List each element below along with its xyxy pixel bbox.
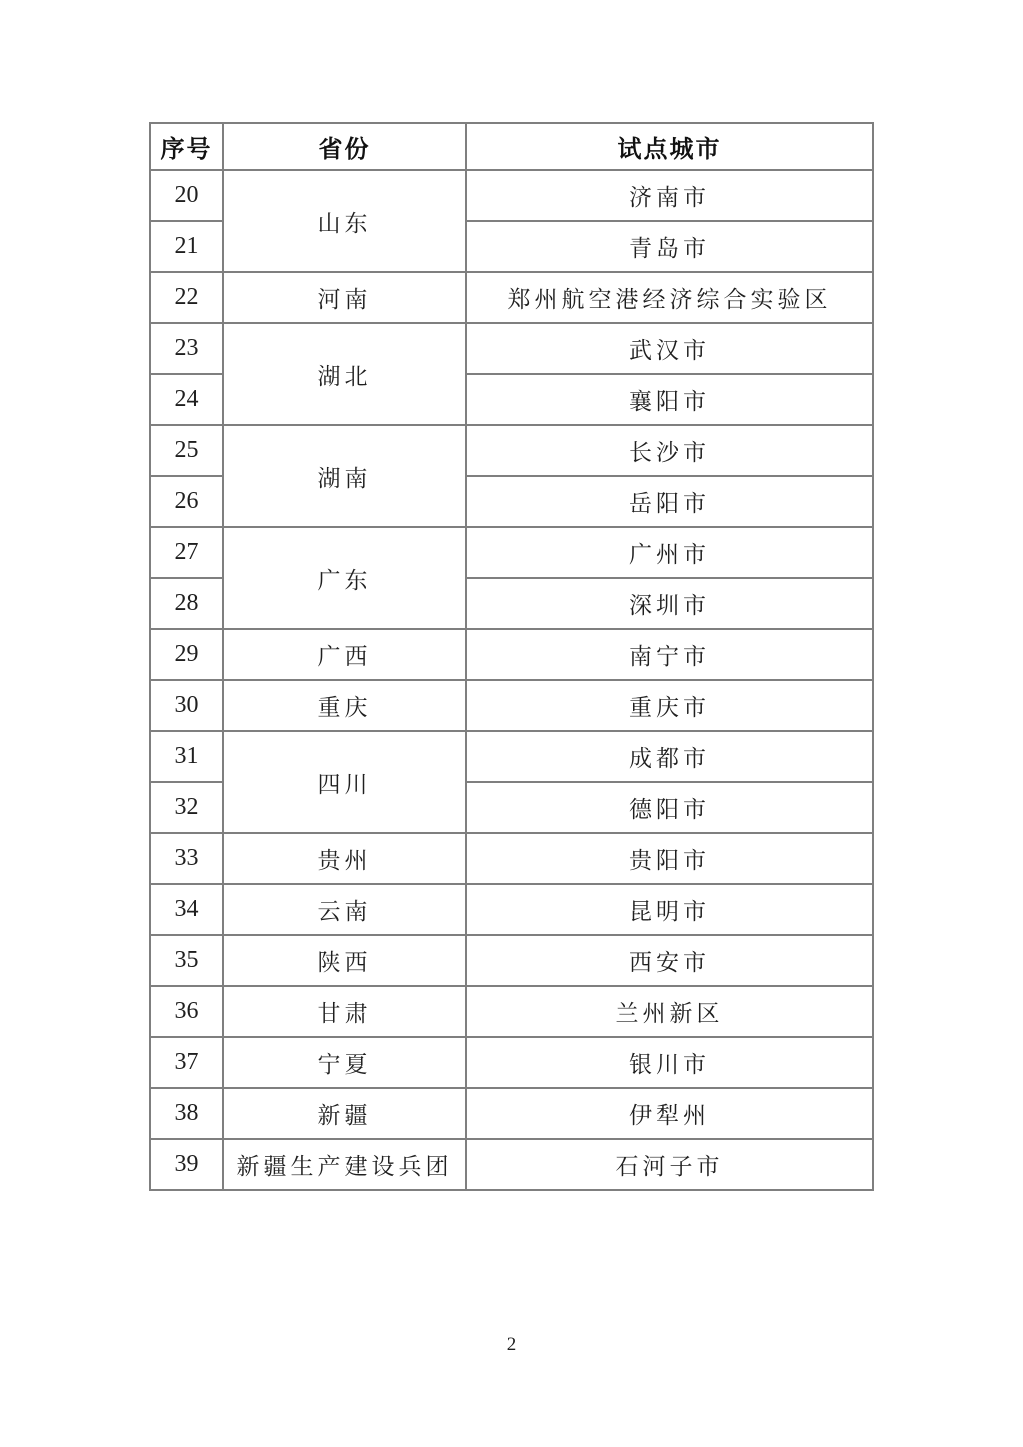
table-row: [150, 1088, 873, 1139]
table-row: [150, 680, 873, 731]
table-row: [150, 629, 873, 680]
header-province: 省份: [223, 123, 466, 170]
header-city: 试点城市: [466, 123, 873, 170]
city-cell: 西安市: [466, 935, 873, 986]
row-no-cell: 26: [150, 476, 223, 527]
row-no-cell: 31: [150, 731, 223, 782]
row-no-cell: 38: [150, 1088, 223, 1139]
province-cell: 湖北: [223, 323, 466, 425]
row-no-cell: 35: [150, 935, 223, 986]
row-no-cell: 34: [150, 884, 223, 935]
table-row: [150, 425, 873, 476]
city-cell: 深圳市: [466, 578, 873, 629]
city-cell: 重庆市: [466, 680, 873, 731]
row-no-cell: 29: [150, 629, 223, 680]
province-cell: 新疆生产建设兵团: [223, 1139, 466, 1190]
province-cell: 广东: [223, 527, 466, 629]
city-cell: 德阳市: [466, 782, 873, 833]
city-cell: 济南市: [466, 170, 873, 221]
city-cell: 成都市: [466, 731, 873, 782]
city-cell: 武汉市: [466, 323, 873, 374]
province-cell: 湖南: [223, 425, 466, 527]
row-no-cell: 36: [150, 986, 223, 1037]
city-cell: 伊犁州: [466, 1088, 873, 1139]
table-row: [150, 935, 873, 986]
table-row: [150, 1037, 873, 1088]
city-cell: 岳阳市: [466, 476, 873, 527]
city-cell: 郑州航空港经济综合实验区: [466, 272, 873, 323]
row-no-cell: 25: [150, 425, 223, 476]
table-row: [150, 1139, 873, 1190]
province-cell: 甘肃: [223, 986, 466, 1037]
province-cell: 陕西: [223, 935, 466, 986]
row-no-cell: 32: [150, 782, 223, 833]
table-row: [150, 170, 873, 221]
province-cell: 贵州: [223, 833, 466, 884]
city-cell: 青岛市: [466, 221, 873, 272]
table-row: [150, 323, 873, 374]
table-row: [150, 272, 873, 323]
city-cell: 石河子市: [466, 1139, 873, 1190]
city-cell: 昆明市: [466, 884, 873, 935]
row-no-cell: 27: [150, 527, 223, 578]
city-cell: 广州市: [466, 527, 873, 578]
header-no: 序号: [150, 123, 223, 170]
city-cell: 南宁市: [466, 629, 873, 680]
province-cell: 重庆: [223, 680, 466, 731]
province-cell: 新疆: [223, 1088, 466, 1139]
city-cell: 银川市: [466, 1037, 873, 1088]
table-header-row: [150, 123, 873, 170]
pilot-cities-table: [149, 122, 874, 1191]
page-number: 2: [506, 1334, 517, 1355]
row-no-cell: 21: [150, 221, 223, 272]
table-row: [150, 731, 873, 782]
table-row: [150, 884, 873, 935]
row-no-cell: 20: [150, 170, 223, 221]
city-cell: 兰州新区: [466, 986, 873, 1037]
row-no-cell: 39: [150, 1139, 223, 1190]
table-row: [150, 833, 873, 884]
province-cell: 广西: [223, 629, 466, 680]
city-cell: 襄阳市: [466, 374, 873, 425]
province-cell: 山东: [223, 170, 466, 272]
city-cell: 长沙市: [466, 425, 873, 476]
row-no-cell: 28: [150, 578, 223, 629]
table-row: [150, 527, 873, 578]
row-no-cell: 22: [150, 272, 223, 323]
province-cell: 宁夏: [223, 1037, 466, 1088]
row-no-cell: 37: [150, 1037, 223, 1088]
row-no-cell: 30: [150, 680, 223, 731]
province-cell: 四川: [223, 731, 466, 833]
table-row: [150, 986, 873, 1037]
province-cell: 云南: [223, 884, 466, 935]
row-no-cell: 33: [150, 833, 223, 884]
row-no-cell: 24: [150, 374, 223, 425]
row-no-cell: 23: [150, 323, 223, 374]
city-cell: 贵阳市: [466, 833, 873, 884]
province-cell: 河南: [223, 272, 466, 323]
